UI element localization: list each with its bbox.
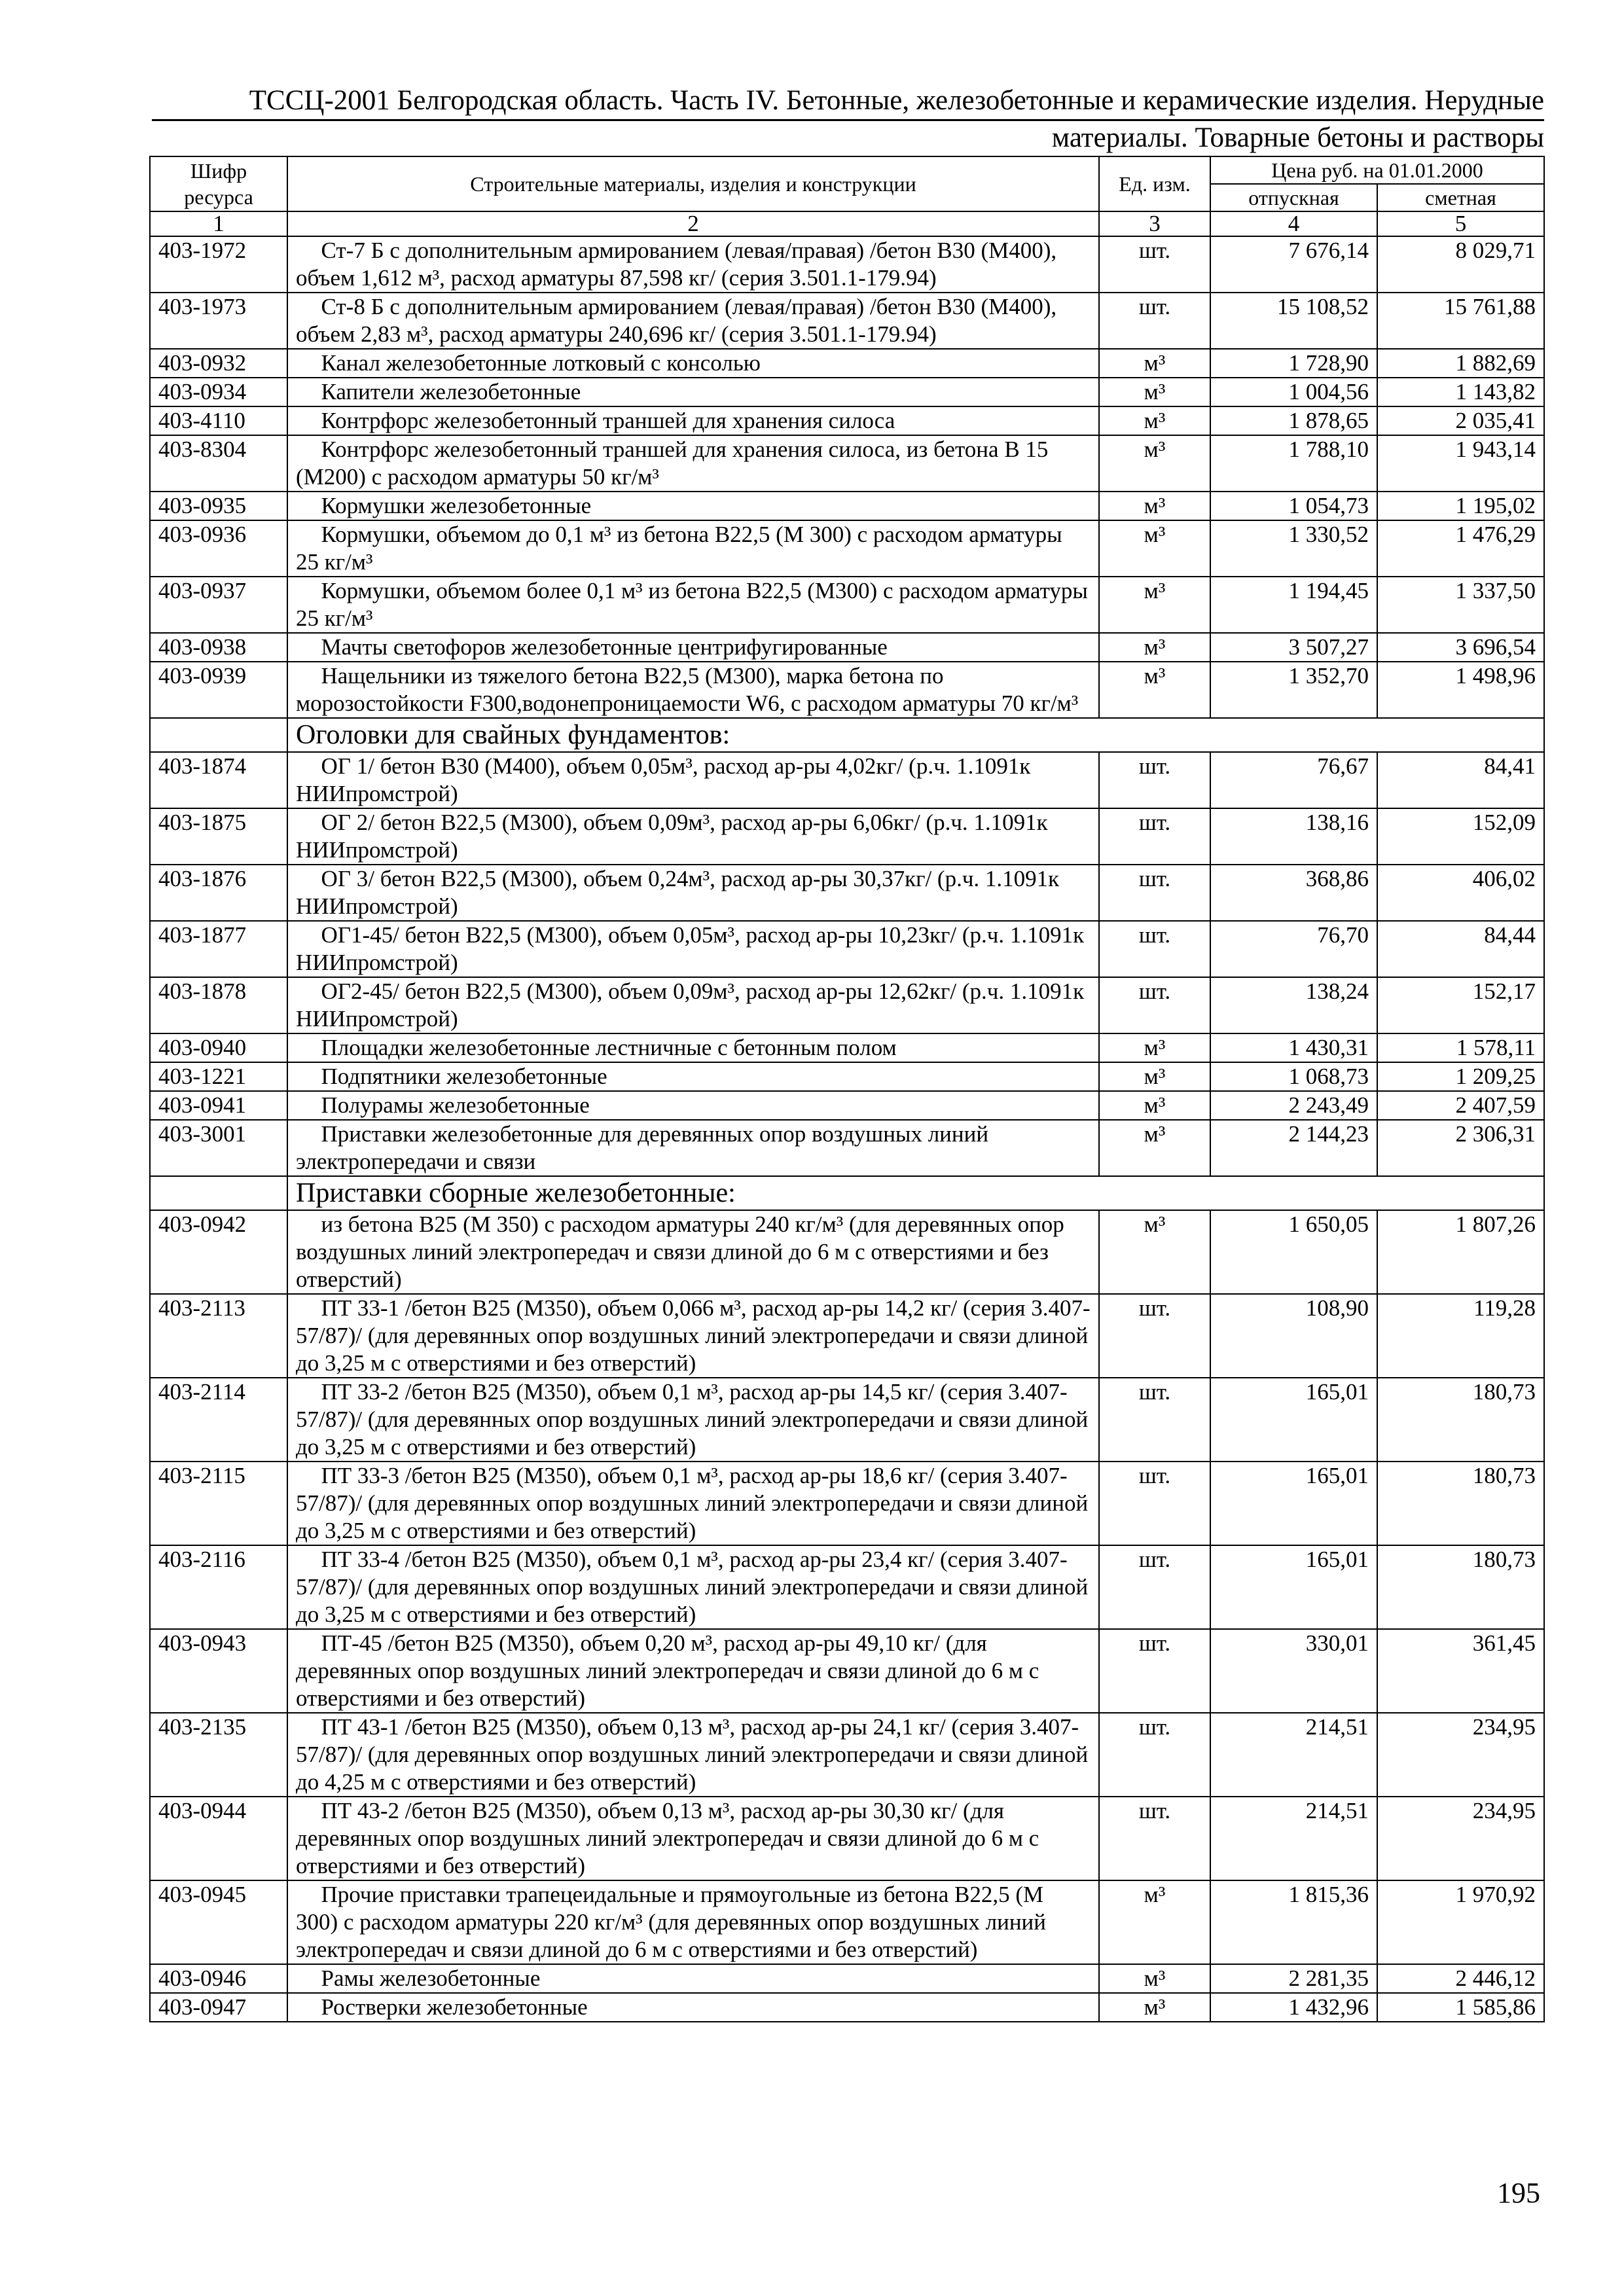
table-header-row <box>150 156 1544 184</box>
table-row <box>150 1120 1544 1176</box>
estimate-price: 2 407,59 <box>1377 1091 1544 1120</box>
resource-code: 403-0939 <box>150 662 287 718</box>
release-price: 330,01 <box>1210 1629 1377 1713</box>
resource-code: 403-0947 <box>150 1993 287 2022</box>
release-price: 1 352,70 <box>1210 662 1377 718</box>
resource-code: 403-1972 <box>150 236 287 293</box>
estimate-price: 1 209,25 <box>1377 1062 1544 1091</box>
release-price: 7 676,14 <box>1210 236 1377 293</box>
resource-code: 403-0946 <box>150 1964 287 1993</box>
estimate-price: 3 696,54 <box>1377 633 1544 662</box>
resource-code: 403-0942 <box>150 1210 287 1294</box>
estimate-price: 152,09 <box>1377 808 1544 865</box>
release-price: 15 108,52 <box>1210 293 1377 349</box>
release-price: 165,01 <box>1210 1545 1377 1629</box>
col-number: 3 <box>1099 211 1210 236</box>
table-row <box>150 921 1544 977</box>
release-price: 1 330,52 <box>1210 520 1377 577</box>
estimate-price: 2 035,41 <box>1377 406 1544 435</box>
estimate-price: 152,17 <box>1377 977 1544 1033</box>
release-price: 2 281,35 <box>1210 1964 1377 1993</box>
release-price: 1 432,96 <box>1210 1993 1377 2022</box>
unit: шт. <box>1099 1462 1210 1545</box>
estimate-price: 1 807,26 <box>1377 1210 1544 1294</box>
unit: м³ <box>1099 662 1210 718</box>
section-code-cell <box>150 718 287 752</box>
release-price: 368,86 <box>1210 865 1377 921</box>
material-name: ОГ 1/ бетон В30 (М400), объем 0,05м³, расход ар-ры 4,02кг/ (р.ч. 1.1091к НИИпромстрой) <box>287 752 1099 808</box>
estimate-price: 1 970,92 <box>1377 1880 1544 1964</box>
col-header-estimate: сметная <box>1377 184 1544 211</box>
table-row <box>150 1880 1544 1964</box>
table-row <box>150 435 1544 492</box>
col-header-name: Строительные материалы, изделия и конструкции <box>287 156 1099 211</box>
table-row <box>150 808 1544 865</box>
resource-code: 403-0944 <box>150 1797 287 1880</box>
resource-code: 403-2115 <box>150 1462 287 1545</box>
material-name: Прочие приставки трапецеидальные и прямоугольные из бетона В22,5 (М 300) с расходом арматуры 220 кг/м³ (для деревянных опор воздушных линий электропередач и связи длиной до 6 м с отверстиями и без отверстий) <box>287 1880 1099 1964</box>
unit: шт. <box>1099 1545 1210 1629</box>
table-row <box>150 1545 1544 1629</box>
header-line-1: ТССЦ-2001 Белгородская область. Часть IV. Бетонные, железобетонные и керамические изделия. Нерудные <box>249 85 1544 116</box>
running-header <box>152 84 1544 155</box>
estimate-price: 406,02 <box>1377 865 1544 921</box>
col-number: 1 <box>150 211 287 236</box>
resource-code: 403-0935 <box>150 492 287 520</box>
estimate-price: 180,73 <box>1377 1545 1544 1629</box>
resource-code: 403-1874 <box>150 752 287 808</box>
material-name: Ростверки железобетонные <box>287 1993 1099 2022</box>
table-row <box>150 577 1544 633</box>
release-price: 1 878,65 <box>1210 406 1377 435</box>
table-row <box>150 1629 1544 1713</box>
material-name: Приставки железобетонные для деревянных опор воздушных линий электропередачи и связи <box>287 1120 1099 1176</box>
estimate-price: 1 337,50 <box>1377 577 1544 633</box>
material-name: ОГ 2/ бетон В22,5 (М300), объем 0,09м³, расход ар-ры 6,06кг/ (р.ч. 1.1091к НИИпромстрой) <box>287 808 1099 865</box>
estimate-price: 84,44 <box>1377 921 1544 977</box>
unit: шт. <box>1099 977 1210 1033</box>
section-title: Приставки сборные железобетонные: <box>287 1176 1544 1210</box>
unit: м³ <box>1099 1993 1210 2022</box>
table-row <box>150 752 1544 808</box>
estimate-price: 1 476,29 <box>1377 520 1544 577</box>
release-price: 1 788,10 <box>1210 435 1377 492</box>
release-price: 165,01 <box>1210 1378 1377 1462</box>
material-name: Контрфорс железобетонный траншей для хранения силоса, из бетона В 15 (М200) с расходом арматуры 50 кг/м³ <box>287 435 1099 492</box>
table-row <box>150 662 1544 718</box>
col-header-code: Шифр ресурса <box>150 156 287 211</box>
unit: м³ <box>1099 1210 1210 1294</box>
table-row <box>150 1062 1544 1091</box>
estimate-price: 15 761,88 <box>1377 293 1544 349</box>
material-name: Мачты светофоров железобетонные центрифугированные <box>287 633 1099 662</box>
estimate-price: 180,73 <box>1377 1378 1544 1462</box>
material-name: ПТ 43-1 /бетон В25 (М350), объем 0,13 м³, расход ар-ры 24,1 кг/ (серия 3.407-57/87)/ (для деревянных опор воздушных линий электропередачи и связи длиной до 4,25 м с отверстиями и без отверстий) <box>287 1713 1099 1797</box>
estimate-price: 361,45 <box>1377 1629 1544 1713</box>
release-price: 214,51 <box>1210 1797 1377 1880</box>
table-row <box>150 865 1544 921</box>
unit: м³ <box>1099 520 1210 577</box>
table-row <box>150 406 1544 435</box>
resource-code: 403-1878 <box>150 977 287 1033</box>
table-row <box>150 349 1544 378</box>
material-name: Ст-8 Б с дополнительным армированием (левая/правая) /бетон В30 (М400), объем 2,83 м³, расход арматуры 240,696 кг/ (серия 3.501.1-179.94) <box>287 293 1099 349</box>
unit: м³ <box>1099 435 1210 492</box>
table-row <box>150 1964 1544 1993</box>
estimate-price: 2 306,31 <box>1377 1120 1544 1176</box>
material-name: Подпятники железобетонные <box>287 1062 1099 1091</box>
release-price: 2 144,23 <box>1210 1120 1377 1176</box>
release-price: 76,70 <box>1210 921 1377 977</box>
estimate-price: 1 143,82 <box>1377 378 1544 406</box>
estimate-price: 1 585,86 <box>1377 1993 1544 2022</box>
material-name: Канал железобетонные лотковый с консолью <box>287 349 1099 378</box>
material-name: Контрфорс железобетонный траншей для хранения силоса <box>287 406 1099 435</box>
unit: шт. <box>1099 1713 1210 1797</box>
col-number: 2 <box>287 211 1099 236</box>
resource-code: 403-0934 <box>150 378 287 406</box>
material-name: Рамы железобетонные <box>287 1964 1099 1993</box>
material-name: ПТ 33-1 /бетон В25 (М350), объем 0,066 м³, расход ар-ры 14,2 кг/ (серия 3.407-57/87)/ (для деревянных опор воздушных линий электропередачи и связи длиной до 3,25 м с отверстиями и без отверстий) <box>287 1294 1099 1378</box>
material-name: Полурамы железобетонные <box>287 1091 1099 1120</box>
release-price: 1 815,36 <box>1210 1880 1377 1964</box>
resource-code: 403-1221 <box>150 1062 287 1091</box>
estimate-price: 234,95 <box>1377 1713 1544 1797</box>
estimate-price: 8 029,71 <box>1377 236 1544 293</box>
unit: шт. <box>1099 865 1210 921</box>
estimate-price: 1 882,69 <box>1377 349 1544 378</box>
material-name: Площадки железобетонные лестничные с бетонным полом <box>287 1033 1099 1062</box>
release-price: 1 068,73 <box>1210 1062 1377 1091</box>
table-row <box>150 1294 1544 1378</box>
release-price: 1 650,05 <box>1210 1210 1377 1294</box>
unit: м³ <box>1099 406 1210 435</box>
resource-code: 403-0943 <box>150 1629 287 1713</box>
release-price: 1 054,73 <box>1210 492 1377 520</box>
estimate-price: 84,41 <box>1377 752 1544 808</box>
release-price: 3 507,27 <box>1210 633 1377 662</box>
release-price: 76,67 <box>1210 752 1377 808</box>
unit: шт. <box>1099 921 1210 977</box>
material-name: Нащельники из тяжелого бетона В22,5 (М300), марка бетона по морозостойкости F300,водонепроницаемости W6, с расходом арматуры 70 кг/м³ <box>287 662 1099 718</box>
material-name: ПТ 33-2 /бетон В25 (М350), объем 0,1 м³, расход ар-ры 14,5 кг/ (серия 3.407-57/87)/ (для деревянных опор воздушных линий электропередачи и связи длиной до 3,25 м с отверстиями и без отверстий) <box>287 1378 1099 1462</box>
unit: м³ <box>1099 378 1210 406</box>
unit: м³ <box>1099 1880 1210 1964</box>
release-price: 214,51 <box>1210 1713 1377 1797</box>
col-number: 5 <box>1377 211 1544 236</box>
table-row <box>150 1462 1544 1545</box>
material-name: ПТ-45 /бетон В25 (М350), объем 0,20 м³, расход ар-ры 49,10 кг/ (для деревянных опор воздушных линий электропередач и связи длиной до 6 м с отверстиями и без отверстий) <box>287 1629 1099 1713</box>
table-body <box>150 236 1544 2022</box>
col-number: 4 <box>1210 211 1377 236</box>
resource-code: 403-0937 <box>150 577 287 633</box>
unit: м³ <box>1099 492 1210 520</box>
resource-code: 403-0945 <box>150 1880 287 1964</box>
resource-code: 403-2114 <box>150 1378 287 1462</box>
resource-code: 403-0940 <box>150 1033 287 1062</box>
unit: м³ <box>1099 1120 1210 1176</box>
material-name: ПТ 33-3 /бетон В25 (М350), объем 0,1 м³, расход ар-ры 18,6 кг/ (серия 3.407-57/87)/ (для деревянных опор воздушных линий электропередачи и связи длиной до 3,25 м с отверстиями и без отверстий) <box>287 1462 1099 1545</box>
table-row <box>150 977 1544 1033</box>
unit: м³ <box>1099 577 1210 633</box>
unit: шт. <box>1099 1294 1210 1378</box>
col-header-price: Цена руб. на 01.01.2000 <box>1210 156 1544 184</box>
resource-code: 403-1875 <box>150 808 287 865</box>
unit: м³ <box>1099 1033 1210 1062</box>
table-row <box>150 1210 1544 1294</box>
material-name: ОГ1-45/ бетон В22,5 (М300), объем 0,05м³, расход ар-ры 10,23кг/ (р.ч. 1.1091к НИИпромстрой) <box>287 921 1099 977</box>
estimate-price: 119,28 <box>1377 1294 1544 1378</box>
release-price: 108,90 <box>1210 1294 1377 1378</box>
unit: м³ <box>1099 1964 1210 1993</box>
section-code-cell <box>150 1176 287 1210</box>
resource-code: 403-1973 <box>150 293 287 349</box>
resource-code: 403-0936 <box>150 520 287 577</box>
material-name: ПТ 43-2 /бетон В25 (М350), объем 0,13 м³, расход ар-ры 30,30 кг/ (для деревянных опор воздушных линий электропередач и связи длиной до 6 м с отверстиями и без отверстий) <box>287 1797 1099 1880</box>
release-price: 138,16 <box>1210 808 1377 865</box>
resource-code: 403-3001 <box>150 1120 287 1176</box>
release-price: 1 004,56 <box>1210 378 1377 406</box>
resource-code: 403-2113 <box>150 1294 287 1378</box>
unit: шт. <box>1099 293 1210 349</box>
unit: шт. <box>1099 1797 1210 1880</box>
material-name: из бетона В25 (М 350) с расходом арматуры 240 кг/м³ (для деревянных опор воздушных линий электропередач и связи длиной до 6 м с отверстиями и без отверстий) <box>287 1210 1099 1294</box>
estimate-price: 234,95 <box>1377 1797 1544 1880</box>
release-price: 1 728,90 <box>1210 349 1377 378</box>
material-name: Капители железобетонные <box>287 378 1099 406</box>
unit: м³ <box>1099 1091 1210 1120</box>
table-row <box>150 1033 1544 1062</box>
estimate-price: 180,73 <box>1377 1462 1544 1545</box>
release-price: 1 430,31 <box>1210 1033 1377 1062</box>
resource-code: 403-4110 <box>150 406 287 435</box>
table-row <box>150 1091 1544 1120</box>
release-price: 1 194,45 <box>1210 577 1377 633</box>
col-header-unit: Ед. изм. <box>1099 156 1210 211</box>
material-name: ОГ2-45/ бетон В22,5 (М300), объем 0,09м³, расход ар-ры 12,62кг/ (р.ч. 1.1091к НИИпромстрой) <box>287 977 1099 1033</box>
page-number: 195 <box>1497 2177 1540 2209</box>
unit: шт. <box>1099 1378 1210 1462</box>
estimate-price: 1 195,02 <box>1377 492 1544 520</box>
material-name: Кормушки железобетонные <box>287 492 1099 520</box>
col-header-release: отпускная <box>1210 184 1377 211</box>
material-name: Кормушки, объемом более 0,1 м³ из бетона В22,5 (М300) с расходом арматуры 25 кг/м³ <box>287 577 1099 633</box>
table-row <box>150 378 1544 406</box>
unit: м³ <box>1099 1062 1210 1091</box>
unit: м³ <box>1099 349 1210 378</box>
column-numbers-row <box>150 211 1544 236</box>
estimate-price: 1 578,11 <box>1377 1033 1544 1062</box>
section-title: Оголовки для свайных фундаментов: <box>287 718 1544 752</box>
unit: шт. <box>1099 752 1210 808</box>
table-row <box>150 293 1544 349</box>
unit: м³ <box>1099 633 1210 662</box>
material-name: Кормушки, объемом до 0,1 м³ из бетона В22,5 (М 300) с расходом арматуры 25 кг/м³ <box>287 520 1099 577</box>
section-row <box>150 1176 1544 1210</box>
section-row <box>150 718 1544 752</box>
estimate-price: 1 943,14 <box>1377 435 1544 492</box>
price-table <box>149 156 1545 2022</box>
table-row <box>150 1993 1544 2022</box>
table-row <box>150 520 1544 577</box>
unit: шт. <box>1099 1629 1210 1713</box>
resource-code: 403-8304 <box>150 435 287 492</box>
material-name: Ст-7 Б с дополнительным армированием (левая/правая) /бетон В30 (М400), объем 1,612 м³, расход арматуры 87,598 кг/ (серия 3.501.1-179.94) <box>287 236 1099 293</box>
table-row <box>150 1378 1544 1462</box>
resource-code: 403-2116 <box>150 1545 287 1629</box>
table-row <box>150 492 1544 520</box>
table-row <box>150 236 1544 293</box>
unit: шт. <box>1099 808 1210 865</box>
table-row <box>150 633 1544 662</box>
release-price: 165,01 <box>1210 1462 1377 1545</box>
unit: шт. <box>1099 236 1210 293</box>
resource-code: 403-2135 <box>150 1713 287 1797</box>
table-row <box>150 1797 1544 1880</box>
resource-code: 403-0932 <box>150 349 287 378</box>
resource-code: 403-0941 <box>150 1091 287 1120</box>
resource-code: 403-0938 <box>150 633 287 662</box>
material-name: ОГ 3/ бетон В22,5 (М300), объем 0,24м³, расход ар-ры 30,37кг/ (р.ч. 1.1091к НИИпромстрой) <box>287 865 1099 921</box>
resource-code: 403-1876 <box>150 865 287 921</box>
release-price: 2 243,49 <box>1210 1091 1377 1120</box>
table-row <box>150 1713 1544 1797</box>
header-line-2: материалы. Товарные бетоны и растворы <box>1051 122 1544 153</box>
release-price: 138,24 <box>1210 977 1377 1033</box>
resource-code: 403-1877 <box>150 921 287 977</box>
material-name: ПТ 33-4 /бетон В25 (М350), объем 0,1 м³, расход ар-ры 23,4 кг/ (серия 3.407-57/87)/ (для деревянных опор воздушных линий электропередачи и связи длиной до 3,25 м с отверстиями и без отверстий) <box>287 1545 1099 1629</box>
estimate-price: 2 446,12 <box>1377 1964 1544 1993</box>
estimate-price: 1 498,96 <box>1377 662 1544 718</box>
